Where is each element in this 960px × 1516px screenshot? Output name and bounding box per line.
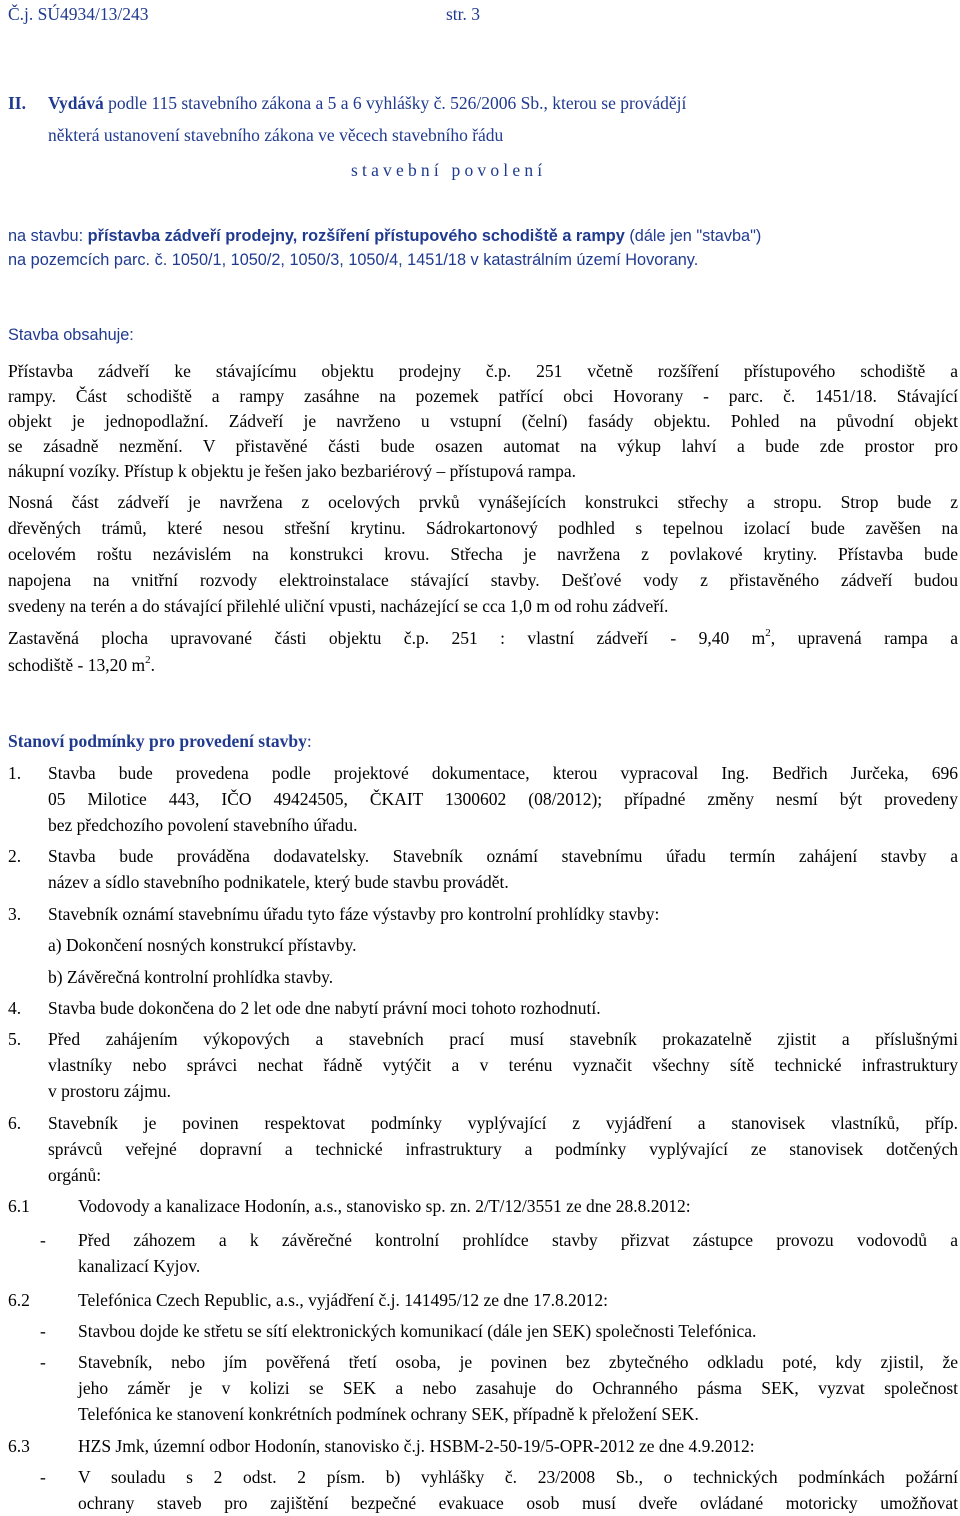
superscript: 2 — [765, 627, 771, 639]
condition-number: 4. — [8, 998, 22, 1018]
p2-line: napojena na vnitřní rozvody elektroinstalace stávající stavby. Dešťové vody z přistavěného zádveří budou — [8, 570, 958, 590]
built-area-text: . — [150, 655, 155, 675]
condition-line: Stavebník je povinen respektovat podmínky vyplývající z vyjádření a stanovisek vlastníků, příp. — [48, 1113, 958, 1133]
dash-bullet: - — [40, 1352, 46, 1372]
p2-line: ocelovém roštu nezávislém na konstrukci krovu. Střecha je navržena z povlakové krytiny. Přístavba bude — [8, 544, 958, 564]
subcondition-title: HZS Jmk, územní odbor Hodonín, stanovisko č.j. HSBM-2-50-19/5-OPR-2012 ze dne 4.9.2012: — [78, 1436, 755, 1456]
built-area-text: Zastavěná plocha upravované části objektu č.p. 251 : vlastní zádveří - 9,40 m — [8, 628, 766, 648]
subcondition-line: Stavebník, nebo jím pověřená třetí osoba, je povinen bez zbytečného odkladu poté, kdy zjistil, že — [78, 1352, 958, 1372]
section-intro-text: podle 115 stavebního zákona a 5 a 6 vyhlášky č. 526/2006 Sb., kterou se provádějí — [108, 93, 687, 113]
built-area-text: schodiště - 13,20 m — [8, 655, 146, 675]
subcondition-line: Telefónica ke stanovení konkrétních podmínek ochrany SEK, případně k přeložení SEK. — [78, 1404, 699, 1424]
subcondition-number: 6.3 — [8, 1436, 30, 1456]
subcondition-line: ochrany staveb pro zajištění bezpečné evakuace osob musí dveře ovládané motoricky umožňovat — [78, 1493, 958, 1513]
condition-line: Před zahájením výkopových a stavebních prací musí stavebník prokazatelně zjistit a příslušnými — [48, 1029, 958, 1049]
condition-line: správců veřejné dopravní a technické infrastruktury a podmínky vyplývající ze stanovisek dotčených — [48, 1139, 958, 1159]
dash-bullet: - — [40, 1321, 46, 1341]
conditions-heading-colon: : — [306, 731, 312, 751]
built-area-line-1 — [8, 628, 958, 649]
condition-line: 05 Milotice 443, IČO 49424505, ČKAIT 1300602 (08/2012); případné změny nesmí být provedeny — [48, 789, 958, 809]
subcondition-title: Vodovody a kanalizace Hodonín, a.s., stanovisko sp. zn. 2/T/12/3551 ze dne 28.8.2012: — [78, 1196, 691, 1216]
condition-line: bez předchozího povolení stavebního úřadu. — [48, 815, 358, 835]
permit-title: stavební povolení — [351, 160, 547, 180]
contains-heading: Stavba obsahuje: — [8, 326, 134, 344]
construction-label: na stavbu: — [8, 227, 84, 245]
vydava-keyword: Vydává — [48, 93, 104, 113]
built-area-line-2 — [8, 655, 155, 676]
p1-line: se zásadně nezmění. V přistavěné části bude osazen automat na výkup lahví a bude zde prostor pro — [8, 436, 958, 456]
subcondition-line: V souladu s 2 odst. 2 písm. b) vyhlášky č. 23/2008 Sb., o technických podmínkách požární — [78, 1467, 958, 1487]
condition-number: 1. — [8, 763, 22, 783]
dash-bullet: - — [40, 1230, 46, 1250]
p1-line: Přístavba zádveří ke stávajícímu objektu prodejny č.p. 251 včetně rozšíření přístupového schodiště a — [8, 361, 958, 381]
condition-line: název a sídlo stavebního podnikatele, který bude stavbu provádět. — [48, 872, 509, 892]
subcondition-number: 6.1 — [8, 1196, 30, 1216]
phase-item: a) Dokončení nosných konstrukcí přístavby. — [48, 935, 357, 955]
p2-line: svedeny na terén a do stávající přilehlé uliční vpusti, nacházející se cca 1,0 m od rohu zádveří. — [8, 596, 669, 616]
construction-parcels: na pozemcích parc. č. 1050/1, 1050/2, 1050/3, 1050/4, 1451/18 v katastrálním území Hovorany. — [8, 251, 699, 269]
p2-line: dřevěných trámů, které nesou střešní krytinu. Sádrokartonový podhled s tepelnou izolací bude zavěšen na — [8, 518, 958, 538]
condition-line: Stavba bude provedena podle projektové dokumentace, kterou vypracoval Ing. Bedřich Jurčeka, 696 — [48, 763, 958, 783]
condition-line: Stavba bude prováděna dodavatelsky. Stavebník oznámí stavebnímu úřadu termín zahájení stavby a — [48, 846, 958, 866]
dash-bullet: - — [40, 1467, 46, 1487]
subcondition-line: jeho záměr je v kolizi se SEK a nebo zasahuje do Ochranného pásma SEK, vyzvat společnost — [78, 1378, 958, 1398]
p1-line: rampy. Část schodiště a rampy zasáhne na pozemek patřící obci Hovorany - parc. č. 1451/18. Stávající — [8, 386, 958, 406]
condition-number: 6. — [8, 1113, 22, 1133]
condition-line: vlastníky nebo správci nechat řádně vytýčit a v terénu vyznačit všechny sítě technické infrastruktury — [48, 1055, 958, 1075]
condition-line: Stavebník oznámí stavebnímu úřadu tyto fáze výstavby pro kontrolní prohlídky stavby: — [48, 904, 660, 924]
p1-line: objekt je jednopodlažní. Zádveří je navrženo u vstupní (čelní) fasády objektu. Pohled na původní objekt — [8, 411, 958, 431]
conditions-heading — [8, 731, 312, 752]
condition-number: 3. — [8, 904, 22, 924]
construction-name: přístavba zádveří prodejny, rozšíření přístupového schodiště a rampy — [87, 227, 625, 245]
subcondition-number: 6.2 — [8, 1290, 30, 1310]
construction-alias: (dále jen "stavba") — [629, 227, 762, 245]
condition-number: 2. — [8, 846, 22, 866]
subcondition-line: kanalizací Kyjov. — [78, 1256, 201, 1276]
condition-line: orgánů: — [48, 1165, 102, 1185]
subcondition-line: Před záhozem a k závěrečné kontrolní prohlídce stavby přizvat zástupce provozu vodovodů a — [78, 1230, 958, 1250]
section-intro-line-2: některá ustanovení stavebního zákona ve věcech stavebního řádu — [48, 125, 504, 145]
construction-line-1 — [8, 227, 761, 246]
condition-line: v prostoru zájmu. — [48, 1081, 171, 1101]
condition-line: Stavba bude dokončena do 2 let ode dne nabytí právní moci tohoto rozhodnutí. — [48, 998, 601, 1018]
phase-item: b) Závěrečná kontrolní prohlídka stavby. — [48, 967, 334, 987]
section-number: II. — [8, 93, 26, 113]
condition-number: 5. — [8, 1029, 22, 1049]
page-number: str. 3 — [446, 4, 481, 24]
p1-line: nákupní vozíky. Přístup k objektu je řešen jako bezbariérový – přístupová rampa. — [8, 461, 576, 481]
section-intro-line-1 — [48, 93, 686, 114]
document-reference: Č.j. SÚ4934/13/243 — [8, 4, 149, 24]
superscript: 2 — [145, 654, 151, 666]
subcondition-title: Telefónica Czech Republic, a.s., vyjádření č.j. 141495/12 ze dne 17.8.2012: — [78, 1290, 608, 1310]
conditions-heading-text: Stanoví podmínky pro provedení stavby — [8, 731, 307, 751]
subcondition-line: Stavbou dojde ke střetu se sítí elektronických komunikací (dále jen SEK) společnosti Telefónica. — [78, 1321, 757, 1341]
built-area-text: , upravená rampa a — [770, 628, 959, 648]
p2-line: Nosná část zádveří je navržena z ocelových prvků vynášejících konstrukci střechy a stropu. Strop bude z — [8, 492, 958, 512]
